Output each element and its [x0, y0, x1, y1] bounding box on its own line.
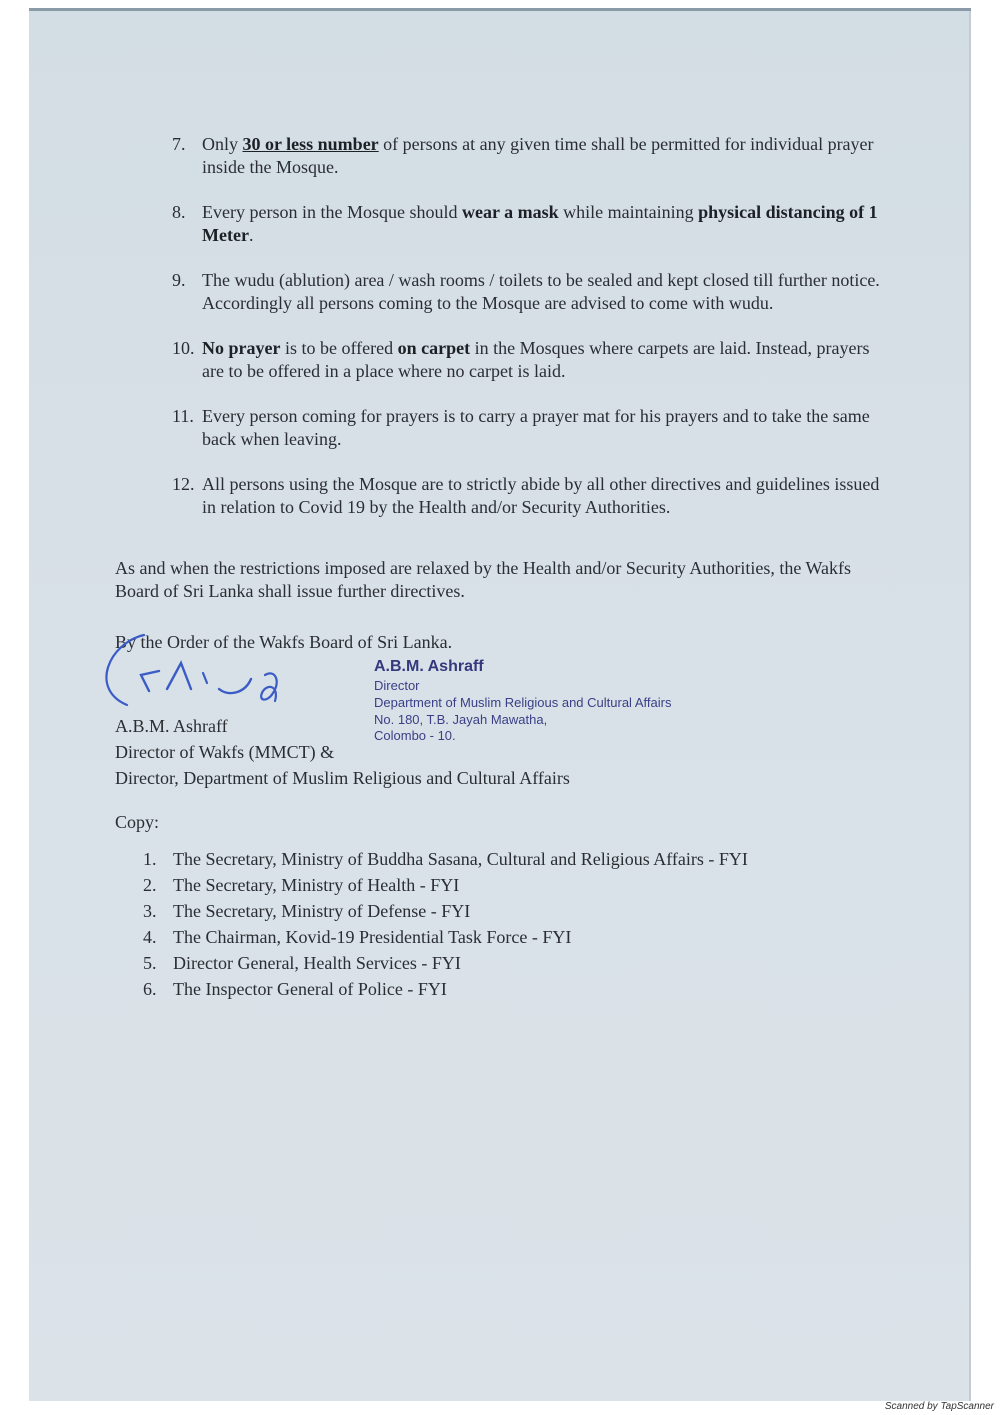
- closing-paragraph: As and when the restrictions imposed are relaxed by the Health and/or Security Authorities, the Wakfs Board of Sri Lanka shall issue further directives.: [115, 558, 852, 602]
- copy-list-number: 2.: [143, 875, 157, 895]
- directive-text-run: is to be offered: [280, 338, 398, 358]
- copy-list-number: 1.: [143, 849, 157, 869]
- copy-list-text: The Chairman, Kovid-19 Presidential Task Force - FYI: [173, 927, 572, 947]
- official-stamp: [374, 657, 671, 745]
- directive-number: 9.: [172, 270, 186, 290]
- directive-text: [202, 473, 882, 519]
- directive-number: 11.: [172, 406, 194, 426]
- directive-text-run: The wudu (ablution) area / wash rooms / toilets to be sealed and kept closed till further notice. Accordingly all persons coming to the Mosque are advised to come with wudu.: [202, 270, 880, 314]
- directive-text-run: Every person coming for prayers is to carry a prayer mat for his prayers and to take the same back when leaving.: [202, 406, 870, 450]
- directive-emphasis: on carpet: [397, 338, 471, 358]
- directive-text: [202, 337, 882, 383]
- copy-list-number: 6.: [143, 979, 157, 999]
- directive-text: [202, 201, 882, 247]
- directive-emphasis: physical distancing of 1 Meter: [202, 202, 878, 246]
- stamp-line-1: Director: [374, 677, 420, 693]
- stamp-line-4: Colombo - 10.: [374, 728, 456, 744]
- order-line: By the Order of the Wakfs Board of Sri Lanka.: [115, 632, 453, 652]
- directive-number: 8.: [172, 202, 186, 222]
- signatory-title-1: Director of Wakfs (MMCT) &: [115, 742, 335, 762]
- copy-list-text: The Secretary, Ministry of Buddha Sasana, Cultural and Religious Affairs - FYI: [173, 849, 748, 869]
- directive-text: [202, 133, 882, 179]
- directive-number: 7.: [172, 134, 186, 154]
- stamp-line-3: No. 180, T.B. Jayah Mawatha,: [374, 711, 548, 727]
- directive-text-run: while maintaining: [558, 202, 699, 222]
- directive-text-run: Every person in the Mosque should: [202, 202, 462, 222]
- stamp-name: A.B.M. Ashraff: [374, 658, 484, 675]
- directive-emphasis: 30 or less number: [242, 134, 379, 154]
- copy-list-number: 3.: [143, 901, 157, 921]
- directive-text-run: All persons using the Mosque are to strictly abide by all other directives and guidelines issued in relation to Covid 19 by the Health and/or Security Authorities.: [202, 474, 880, 518]
- stamp-line-2: Department of Muslim Religious and Cultural Affairs: [374, 694, 672, 710]
- directive-text: [202, 269, 882, 315]
- signatory-title-2: Director, Department of Muslim Religious and Cultural Affairs: [115, 768, 570, 788]
- directive-text-run: .: [248, 225, 254, 246]
- scanned-page: [29, 8, 971, 1401]
- directive-text-run: in the Mosques where carpets are laid. Instead, prayers are to be offered in a place where no carpet is laid.: [202, 338, 870, 382]
- handwritten-signature: [69, 629, 299, 719]
- directive-text-run: Only: [202, 134, 243, 154]
- copy-list-text: Director General, Health Services - FYI: [173, 953, 461, 973]
- directive-number: 10.: [172, 338, 195, 358]
- directive-emphasis: wear a mask: [461, 202, 559, 222]
- signatory-name: A.B.M. Ashraff: [115, 716, 228, 736]
- scanner-footer: Scanned by TapScanner: [884, 1401, 994, 1412]
- copy-list-text: The Inspector General of Police - FYI: [173, 979, 447, 999]
- copy-list-text: The Secretary, Ministry of Health - FYI: [173, 875, 460, 895]
- directive-emphasis: No prayer: [202, 338, 281, 358]
- copy-list-number: 5.: [143, 953, 157, 973]
- directive-number: 12.: [172, 474, 195, 494]
- copy-list-text: The Secretary, Ministry of Defense - FYI: [173, 901, 471, 921]
- copy-list-number: 4.: [143, 927, 157, 947]
- copy-label: Copy:: [115, 812, 160, 832]
- directive-text-run: of persons at any given time shall be permitted for individual prayer inside the Mosque.: [202, 134, 874, 178]
- directive-text: [202, 405, 882, 451]
